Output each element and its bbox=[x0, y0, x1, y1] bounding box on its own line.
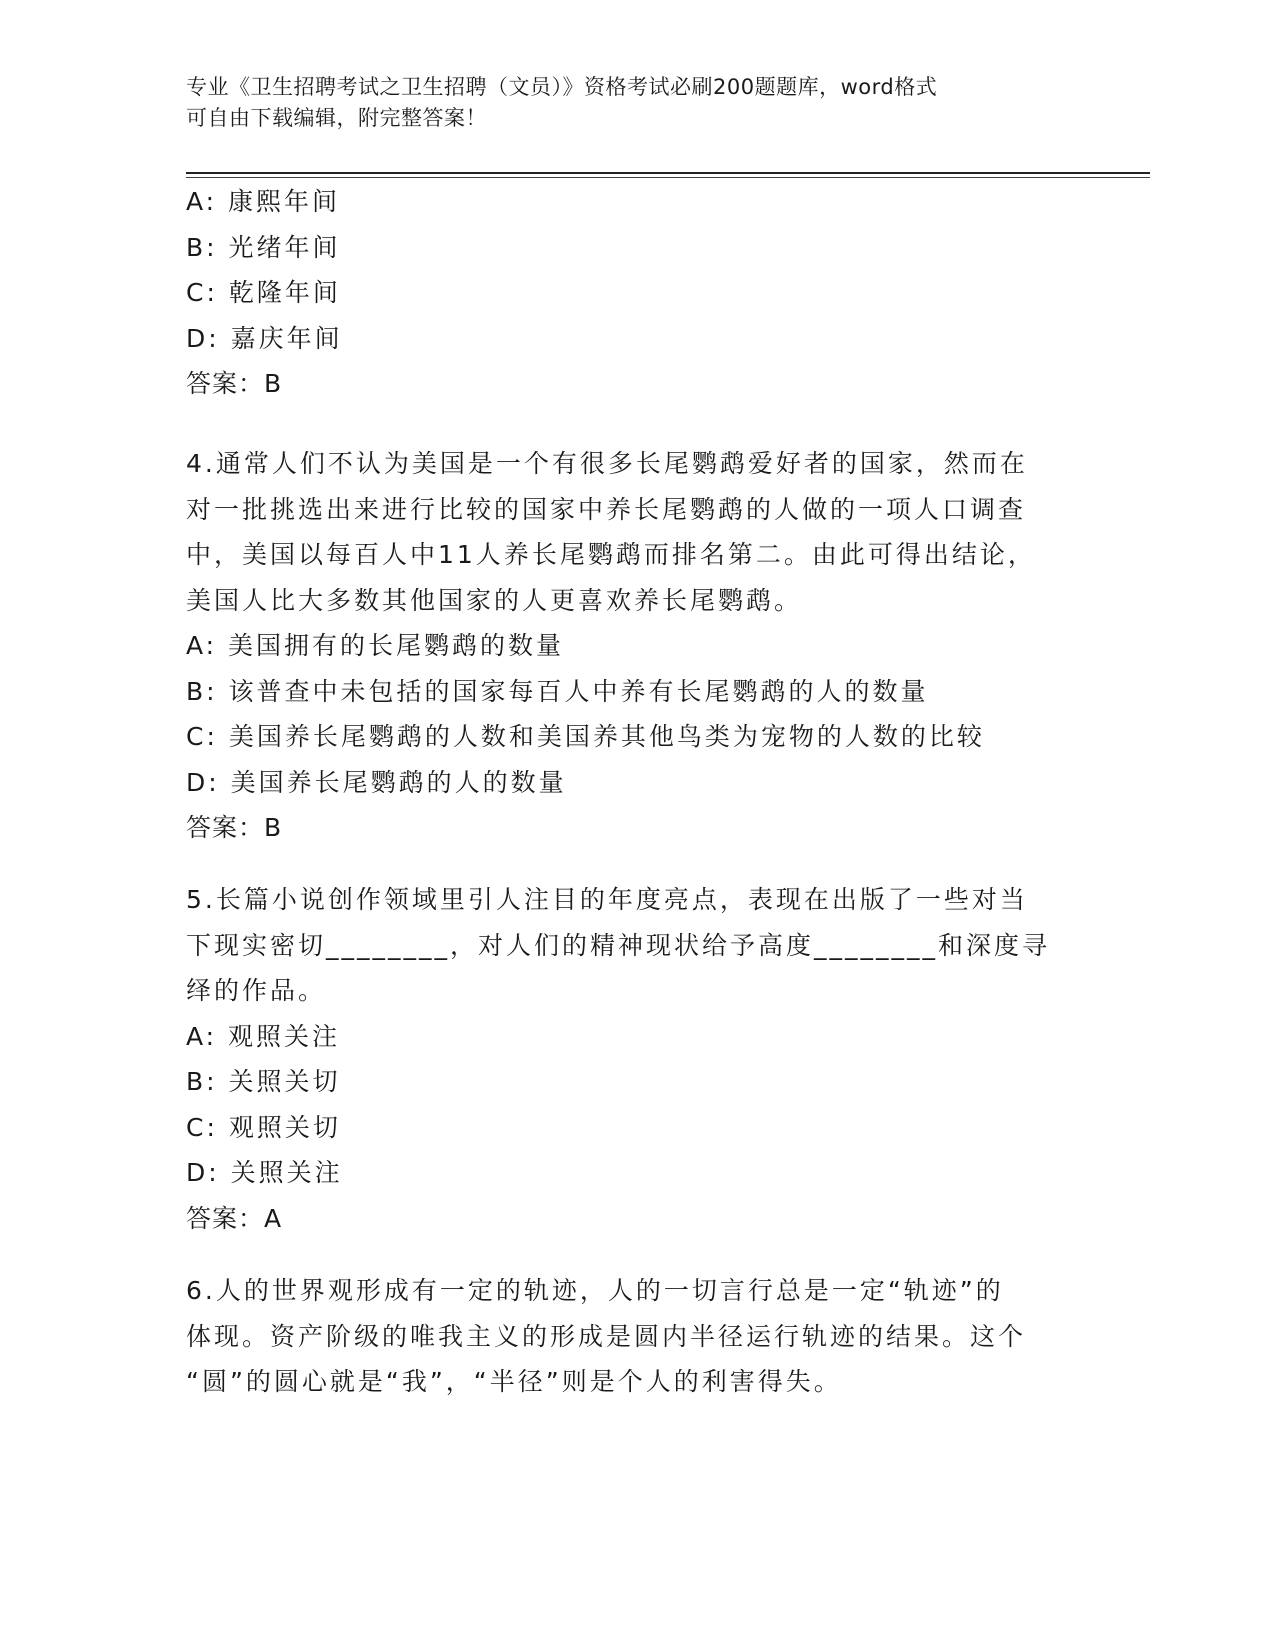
q5-option-a: A: 观照关注 bbox=[186, 1021, 341, 1051]
q5-answer: 答案：A bbox=[186, 1203, 283, 1233]
q4-stem-line-1: 4.通常人们不认为美国是一个有很多长尾鹦鹉爱好者的国家，然而在 bbox=[186, 449, 1028, 478]
header-title-line-1: 专业《卫生招聘考试之卫生招聘（文员）》资格考试必刷200题题库，word格式 bbox=[186, 75, 938, 99]
header-title-line-2: 可自由下载编辑，附完整答案！ bbox=[186, 106, 487, 130]
q6-stem-line-2: 体现。资产阶级的唯我主义的形成是圆内半径运行轨迹的结果。这个 bbox=[186, 1321, 1027, 1351]
q3-option-c: C: 乾隆年间 bbox=[186, 278, 341, 307]
question-3-block bbox=[186, 179, 1066, 407]
q4-stem-line-4: 美国人比大多数其他国家的人更喜欢养长尾鹦鹉。 bbox=[186, 585, 803, 615]
question-4-block bbox=[186, 441, 1066, 851]
q4-answer: 答案：B bbox=[186, 813, 283, 842]
q3-option-d: D: 嘉庆年间 bbox=[186, 323, 343, 353]
q4-option-c: C: 美国养长尾鹦鹉的人数和美国养其他鸟类为宠物的人数的比较 bbox=[186, 722, 985, 751]
q5-option-b: B: 关照关切 bbox=[186, 1067, 341, 1096]
q4-stem-line-3: 中，美国以每百人中11人养长尾鹦鹉而排名第二。由此可得出结论， bbox=[186, 540, 1036, 569]
question-5-block bbox=[186, 877, 1066, 1241]
document-header bbox=[186, 72, 1066, 134]
q5-stem-line-2: 下现实密切________，对人们的精神现状给予高度________和深度寻 bbox=[186, 930, 1051, 960]
q3-option-b: B: 光绪年间 bbox=[186, 232, 341, 262]
q4-option-b: B: 该普查中未包括的国家每百人中养有长尾鹦鹉的人的数量 bbox=[186, 676, 929, 706]
q4-option-a: A: 美国拥有的长尾鹦鹉的数量 bbox=[186, 631, 565, 660]
q3-answer: 答案：B bbox=[186, 369, 283, 398]
q4-option-d: D: 美国养长尾鹦鹉的人的数量 bbox=[186, 767, 567, 797]
q6-stem-line-1: 6.人的世界观形成有一定的轨迹，人的一切言行总是一定“轨迹”的 bbox=[186, 1276, 1004, 1305]
q5-stem-line-3: 绎的作品。 bbox=[186, 976, 327, 1005]
q3-option-a: A: 康熙年间 bbox=[186, 187, 341, 216]
q5-option-d: D: 关照关注 bbox=[186, 1158, 343, 1187]
question-6-block bbox=[186, 1268, 1066, 1405]
header-divider-thin bbox=[186, 177, 1150, 178]
q6-stem-line-3: “圆”的圆心就是“我”，“半径”则是个人的利害得失。 bbox=[186, 1367, 842, 1396]
header-divider-thick bbox=[186, 172, 1150, 174]
q5-stem-line-1: 5.长篇小说创作领域里引人注目的年度亮点，表现在出版了一些对当 bbox=[186, 885, 1028, 914]
q5-option-c: C: 观照关切 bbox=[186, 1112, 341, 1142]
q4-stem-line-2: 对一批挑选出来进行比较的国家中养长尾鹦鹉的人做的一项人口调查 bbox=[186, 494, 1027, 524]
